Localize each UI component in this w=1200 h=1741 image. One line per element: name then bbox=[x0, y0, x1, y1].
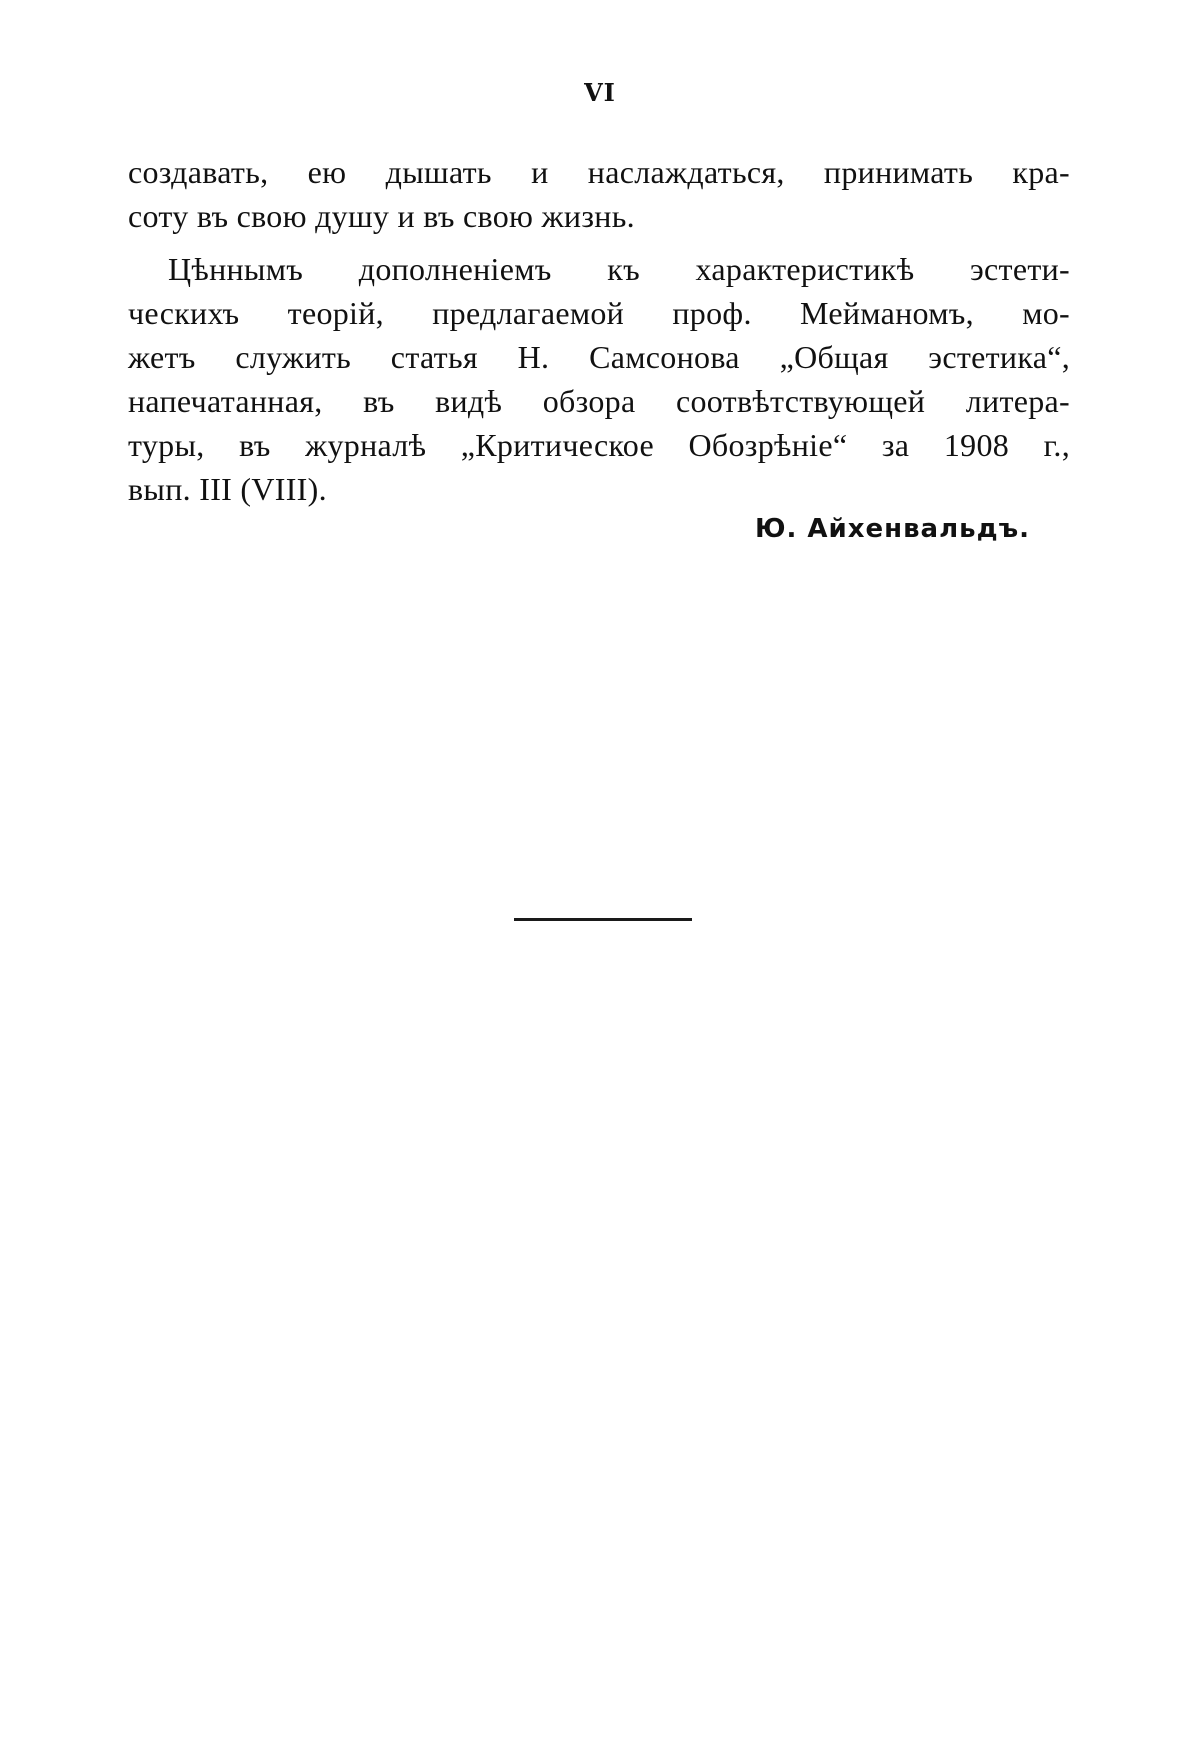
body-text bbox=[128, 150, 1070, 511]
text-line: вып. III (VIII). bbox=[128, 471, 327, 507]
author-signature: Ю. Айхенвальдъ. bbox=[754, 514, 1030, 544]
text-line: создавать, ею дышать и наслаждаться, принимать кра- bbox=[128, 154, 1070, 190]
text-line: ческихъ теорій, предлагаемой проф. Мейманомъ, мо- bbox=[128, 295, 1070, 331]
text-line: напечатанная, въ видѣ обзора соотвѣтствующей литера- bbox=[128, 383, 1070, 419]
section-divider bbox=[514, 918, 692, 921]
text-line: туры, въ журналѣ „Критическое Обозрѣніе“ за 1908 г., bbox=[128, 427, 1070, 463]
page-number: VI bbox=[584, 78, 616, 107]
text-line: жетъ служить статья Н. Самсонова „Общая эстетика“, bbox=[128, 339, 1070, 375]
text-line: Цѣннымъ дополненіемъ къ характеристикѣ эстети- bbox=[168, 251, 1070, 287]
text-line: соту въ свою душу и въ свою жизнь. bbox=[128, 198, 635, 234]
paragraph-2 bbox=[128, 247, 1070, 511]
paragraph-1 bbox=[128, 150, 1070, 238]
